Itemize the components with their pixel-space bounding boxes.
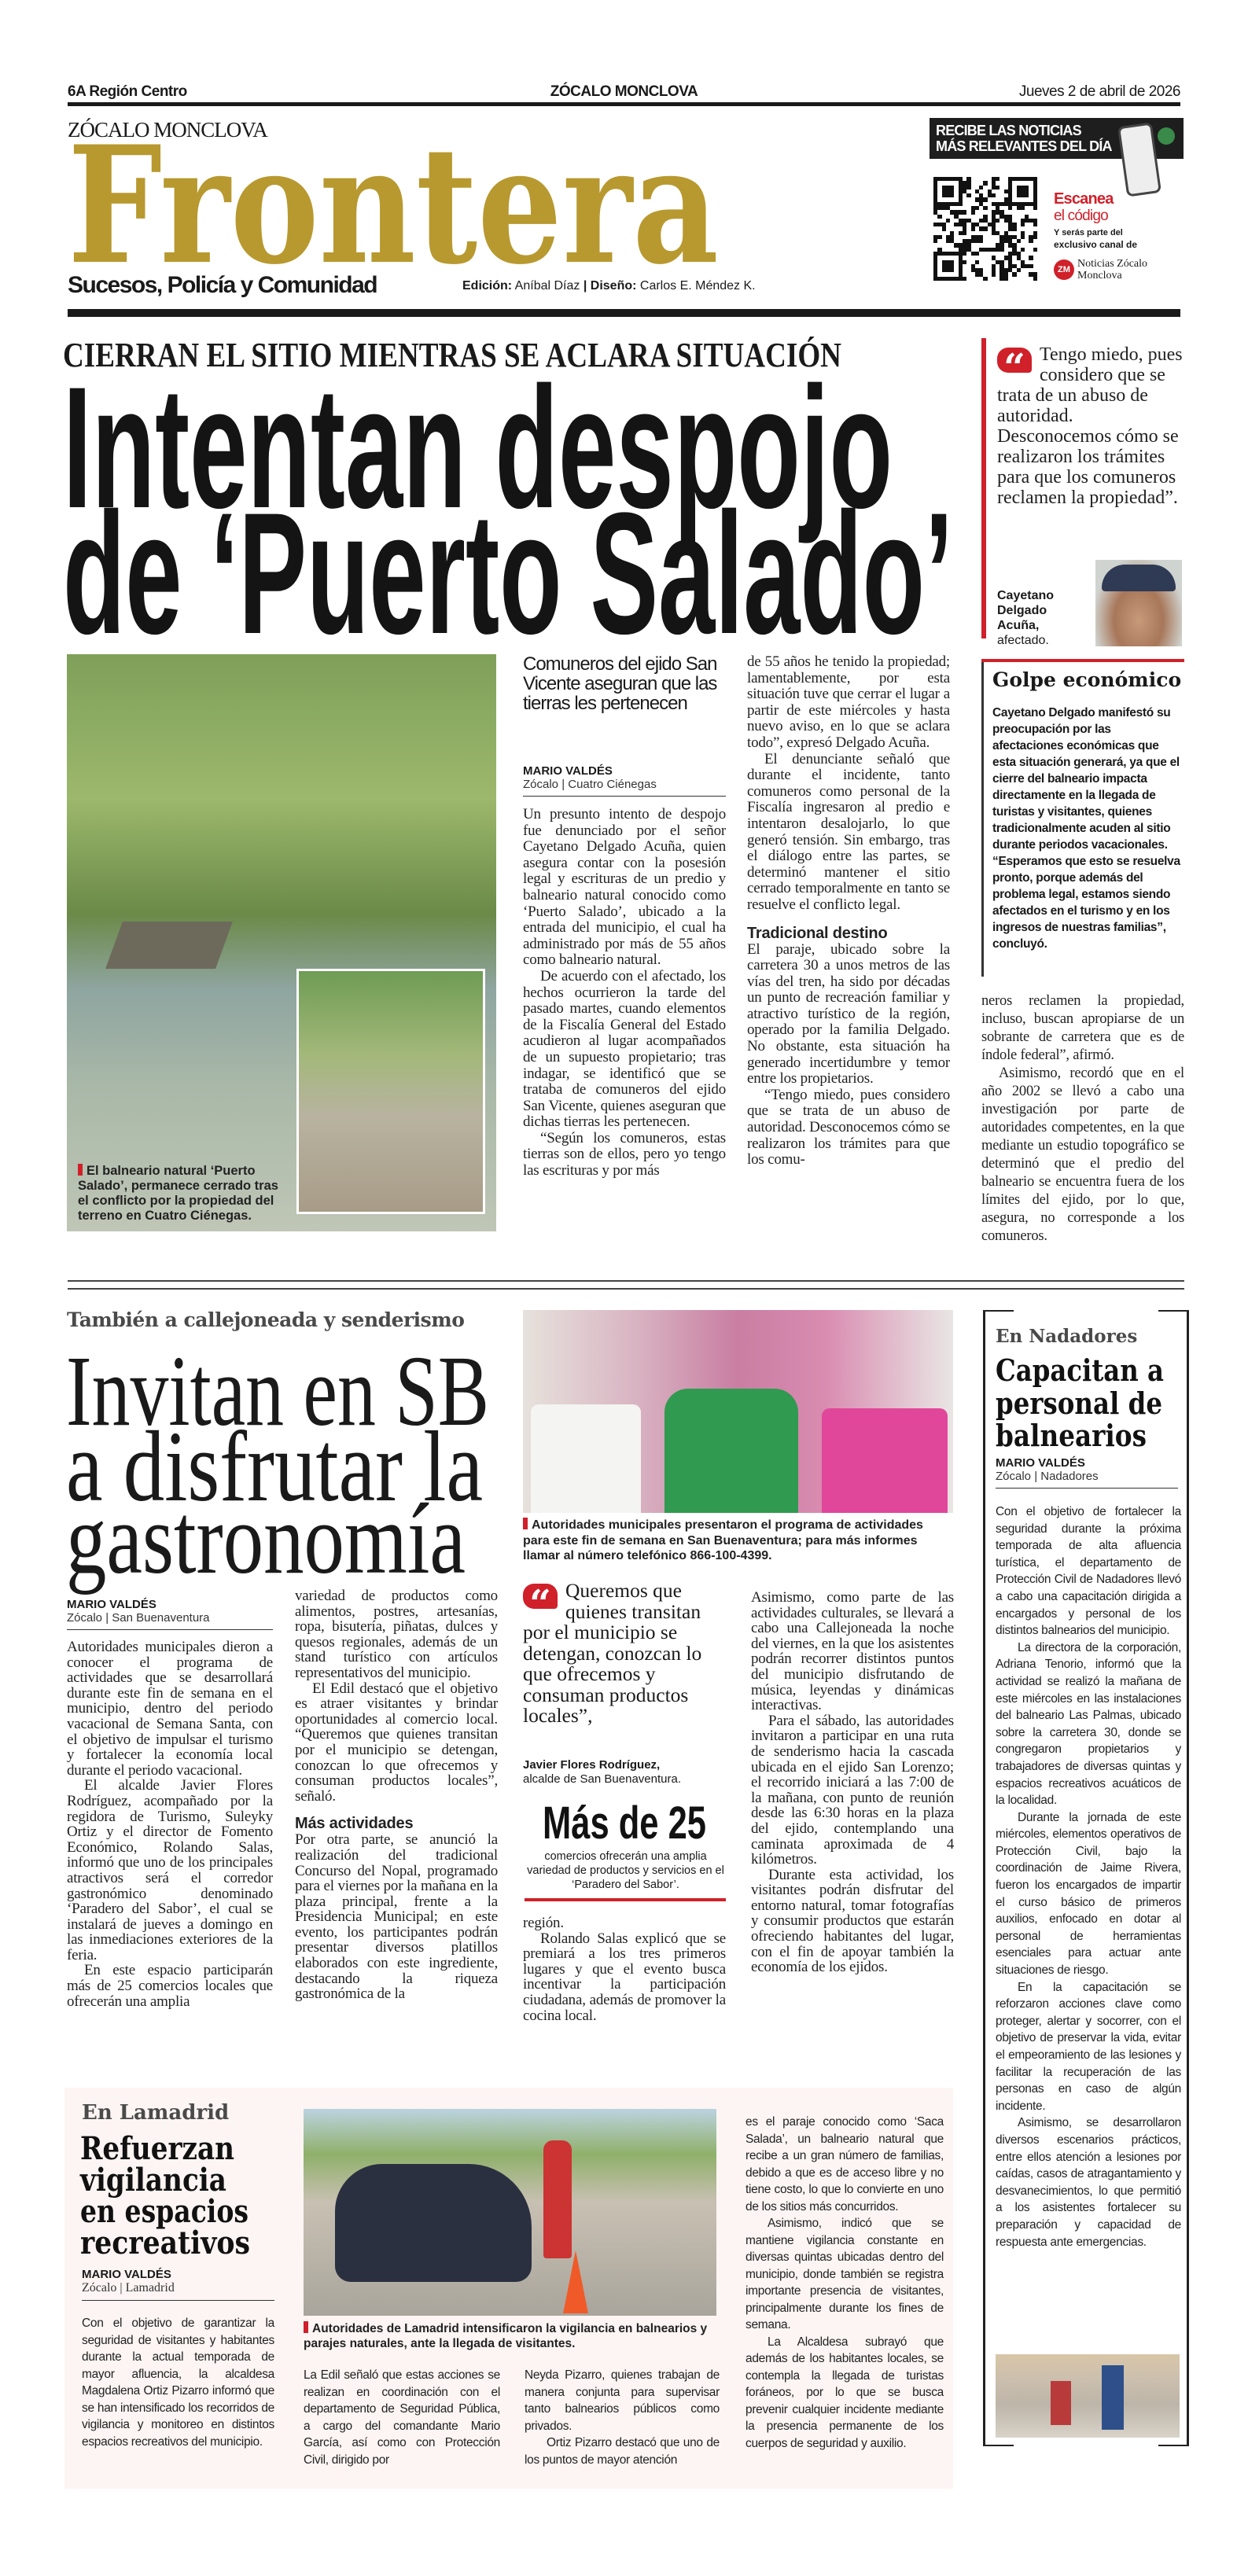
paragraph: El denunciante señaló que durante el incidente, tanto comuneros como personal de la Fiscalía ingresaron al predio e intentaron desalojarlo, lo que generó tensión. Sin embargo, tras el diálogo entre las partes, se determinó mantener el sitio cerrado temporalmente en tanto se resuelve el conflicto legal. bbox=[747, 750, 950, 913]
lead-byline bbox=[523, 764, 726, 797]
dateline: Zócalo | Lamadrid bbox=[82, 2281, 274, 2301]
whatsapp-channel-ad[interactable] bbox=[930, 118, 1184, 293]
pink-shirt bbox=[822, 1408, 948, 1513]
lead-photo-balneario bbox=[67, 654, 496, 1231]
sb-stat-value bbox=[543, 1796, 708, 1845]
quote-attribution bbox=[997, 588, 1092, 648]
officer bbox=[543, 2140, 572, 2258]
lead-column-3 bbox=[981, 992, 1184, 1246]
svg-text:Invitan en SB: Invitan en SB bbox=[66, 1337, 489, 1447]
paragraph: “Según los comuneros, estas tierras son de ellos, pero yo tengo las escrituras y por más bbox=[523, 1129, 726, 1179]
corner-tick bbox=[1158, 2445, 1187, 2446]
dateline: Zócalo | Nadadores bbox=[996, 1470, 1178, 1489]
lead-kicker bbox=[63, 335, 849, 374]
sb-byline bbox=[67, 1598, 273, 1630]
sb-column-1 bbox=[67, 1639, 273, 2009]
lead-headline-line-2 bbox=[60, 503, 964, 653]
ad-line-2: MÁS RELEVANTES DEL DÍA bbox=[936, 138, 1112, 154]
nadadores-byline bbox=[996, 1456, 1178, 1489]
nadadores-headline bbox=[994, 1351, 1180, 1455]
ad-brand-2: Monclova bbox=[1077, 270, 1122, 282]
paragraph: Asimismo, recordó que en el año 2002 se llevó a cabo una investigación por parte de autoridades competentes, en la que mediante un estudio topográfico se determinó que el predio del balneario se encuentra fuera de los límites del ejido, por lo que, asegura, no corresponde a los comuneros. bbox=[981, 1065, 1184, 1244]
section-divider-top bbox=[68, 1280, 1184, 1282]
paragraph: La Alcaldesa subrayó que además de los habitantes locales, se contempla la llegada de turistas foráneos, por lo que se busca prevenir cualquier incidente mediante la presencia permanente de los cuerpos de seguridad y auxilio. bbox=[745, 2335, 944, 2450]
box-top-rule bbox=[981, 659, 1184, 662]
svg-text:Frontera: Frontera bbox=[68, 132, 719, 270]
white-shirt bbox=[531, 1404, 641, 1513]
lead-subhead: Comuneros del ejido San Vicente aseguran que las tierras les pertenecen bbox=[523, 653, 717, 714]
quote-portrait-photo bbox=[1095, 560, 1182, 646]
masthead-brand: ZÓCALO MONCLOVA bbox=[68, 118, 267, 142]
sb-quote-attribution bbox=[523, 1758, 726, 1787]
paragraph: El Edil destacó que el objetivo es atraer visitantes y brindar oportunidades al comercio local. “Queremos que quienes transitan por el municipio se detengan, conozcan lo que ofrecemos y consuman productos locales”, señaló. bbox=[295, 1680, 498, 1805]
paragraph: La Edil señaló que estas acciones se realizan en coordinación con el departamento de Seguridad Pública, a cargo del comandante Mario García, así como con Protección Civil, dirigido por bbox=[304, 2368, 500, 2467]
traffic-cone bbox=[563, 2250, 588, 2313]
paragraph: Un presunto intento de despojo fue denunciado por el señor Cayetano Delgado Acuña, quien asegura contar con la posesión legal y escrituras de un predio y balneario natural conocido como ‘Puerto Salado’, ubicado a la entrada del municipio, el cual ha administrado por más de 55 años como balneario natural. bbox=[523, 806, 726, 969]
car bbox=[335, 2164, 532, 2282]
paragraph: Neyda Pizarro, quienes trabajan de manera conjunta para supervisar tanto balnearios públicos como privados. bbox=[525, 2368, 720, 2433]
masthead-title bbox=[63, 132, 727, 270]
page-date: Jueves 2 de abril de 2026 bbox=[1018, 83, 1180, 100]
sb-column-3 bbox=[523, 1915, 726, 2023]
ad-brand bbox=[1077, 258, 1147, 282]
pull-quote-text: Tengo miedo, pues considero que se trata de un abuso de autoridad. Desconocemos cómo se realizaron los trámites para que los comuneros reclamen la propiedad”. bbox=[997, 344, 1183, 508]
ad-code: el código bbox=[1054, 208, 1108, 224]
quote-name: Javier Flores Rodríguez, bbox=[523, 1758, 661, 1772]
paragraph: neros reclamen la propiedad, incluso, buscan apropiarse de un sobrante de carretera que es de índole federal”, afirmó. bbox=[981, 993, 1184, 1063]
lamadrid-column-2 bbox=[304, 2367, 500, 2468]
sb-photo-officials bbox=[523, 1310, 953, 1513]
caption-marker bbox=[304, 2321, 308, 2333]
paragraph: Autoridades municipales dieron a conocer el programa de actividades que se desarrollará durante este fin de semana en el municipio, dentro del periodo vacacional de Semana Santa, con el objetivo de impulsar el turismo y fortalecer la economía local durante el periodo vacacional. bbox=[67, 1639, 273, 1779]
paragraph: Ortiz Pizarro destacó que uno de los puntos de mayor atención bbox=[525, 2436, 720, 2467]
design-label: | Diseño: bbox=[583, 279, 637, 293]
paragraph: Por otra parte, se anunció la realización del tradicional Concurso del Nopal, programado para el viernes por la mañana en la plaza principal, frente a la Presidencia Municipal; en este evento, los participantes podrán presentar diversos platillos elaborados con este ingrediente, destacando la riqueza gastronómica de la bbox=[295, 1831, 498, 2003]
dateline: Zócalo | Cuatro Ciénegas bbox=[523, 778, 726, 797]
paragraph: Rolando Salas explicó que se premiará a los tres primeros lugares y que el evento busca incentivar la participación ciudadana, además de promover la cocina local. bbox=[523, 1930, 726, 2024]
photo-structure bbox=[105, 922, 233, 969]
nadadores-body bbox=[996, 1503, 1181, 2250]
lead-photo-caption-text: El balneario natural ‘Puerto Salado’, permanece cerrado tras el conflicto por la propiedad del terreno en Cuatro Ciénegas. bbox=[78, 1164, 278, 1223]
quote-icon: “ bbox=[997, 348, 1032, 373]
svg-text:gastronomía: gastronomía bbox=[66, 1483, 466, 1595]
edition-name: Aníbal Díaz bbox=[514, 279, 580, 293]
sb-kicker: También a callejoneada y senderismo bbox=[67, 1308, 465, 1331]
svg-text:vigilancia: vigilancia bbox=[79, 2162, 226, 2199]
dateline: Zócalo | San Buenaventura bbox=[67, 1611, 273, 1630]
paragraph: En este espacio participarán más de 25 comercios locales que ofrecerán una amplia bbox=[67, 1962, 273, 2010]
qr-module bbox=[1033, 277, 1037, 281]
box-title: Golpe económico bbox=[992, 668, 1182, 691]
ad-sub-2: exclusivo canal de bbox=[1054, 239, 1138, 250]
lamadrid-photo-caption bbox=[304, 2321, 716, 2351]
author-name: MARIO VALDÉS bbox=[67, 1598, 156, 1611]
qr-code[interactable] bbox=[933, 177, 1037, 281]
lamadrid-column-1 bbox=[82, 2315, 274, 2450]
nadadores-kicker: En Nadadores bbox=[996, 1326, 1138, 1347]
lamadrid-photo-checkpoint bbox=[304, 2109, 716, 2316]
lead-photo-caption bbox=[78, 1164, 286, 1224]
author-name: MARIO VALDÉS bbox=[82, 2268, 171, 2281]
corner-tick bbox=[985, 1310, 1014, 1312]
cap bbox=[1102, 565, 1176, 591]
paragraph: De acuerdo con el afectado, los hechos ocurrieron la tarde del pasado martes, cuando elementos de la Fiscalía General del Estado acudieron al lugar acompañados de un supuesto propietario; tras indagar, se identificó que se trataba de comuneros del ejido San Vicente, quienes aseguran que dichas tierras les pertenecen. bbox=[523, 967, 726, 1131]
box-left-rule bbox=[981, 662, 984, 977]
lamadrid-column-4 bbox=[745, 2114, 944, 2452]
paragraph: Durante la jornada de este miércoles, elementos operativos de Protección Civil, bajo la coordinación de Jaime Rivera, fueron los encargados de impartir el curso básico de primeros auxilios, enfocado en dotar al personal de herramientas esenciales para actuar ante situaciones de riesgo. bbox=[996, 1810, 1181, 1978]
lead-inset-photo-visitors bbox=[296, 969, 485, 1214]
paragraph: El alcalde Javier Flores Rodríguez, acompañado por la regidora de Turismo, Suleyky Ortiz y el director de Fomento Económico, Rolando Salas, informó que uno de los principales atractivos será el corredor gastronómico denominado ‘Paradero del Sabor’, el cual se instalará de jueves a domingo en las inmediaciones exteriores de la feria. bbox=[67, 1777, 273, 1963]
svg-text:recreativos: recreativos bbox=[80, 2225, 250, 2261]
lamadrid-kicker: En Lamadrid bbox=[82, 2101, 230, 2125]
paragraph: variedad de productos como alimentos, postres, artesanías, ropa, bisutería, piñatas, dulces y quesos regionales, además de un stand turístico con artículos representativos del municipio. bbox=[295, 1588, 498, 1681]
corner-tick bbox=[1158, 1310, 1187, 1312]
section-subhead: Más actividades bbox=[295, 1815, 414, 1833]
page-section: 6A Región Centro bbox=[68, 83, 187, 100]
lamadrid-column-3 bbox=[525, 2367, 720, 2468]
whatsapp-icon bbox=[1158, 127, 1175, 145]
quote-icon: “ bbox=[523, 1584, 558, 1609]
ad-sub-1: Y serás parte del bbox=[1054, 228, 1123, 237]
paragraph: Asimismo, indicó que se mantiene vigilancia constante en diversas quintas ubicadas dentro del municipio, donde también se registra importante presencia de visitantes, principalmente durante los fines de semana. bbox=[745, 2217, 944, 2331]
svg-text:Más de 25: Más de 25 bbox=[543, 1798, 706, 1845]
zm-logo: ZM bbox=[1054, 259, 1074, 280]
ad-line-1: RECIBE LAS NOTICIAS bbox=[936, 123, 1081, 138]
section-subhead: Tradicional destino bbox=[747, 924, 888, 942]
stat-rule bbox=[525, 1898, 726, 1901]
lead-column-2 bbox=[747, 654, 950, 1168]
quote-role: afectado. bbox=[997, 634, 1049, 647]
lamadrid-headline bbox=[79, 2131, 267, 2266]
svg-text:personal de: personal de bbox=[996, 1386, 1162, 1421]
paragraph: La directora de la corporación, Adriana Tenorio, informó que la actividad se realizó la mañana de este miércoles en las instalaciones del balneario Las Palmas, ubicado sobre la carretera 30, donde se congregaron propietarios y trabajadores de diversas quintas y espacios recreativos acuáticos de la localidad. bbox=[996, 1640, 1181, 1808]
svg-text:de ‘Puerto Salado’: de ‘Puerto Salado’ bbox=[63, 503, 953, 653]
paragraph: Durante esta actividad, los visitantes podrán disfrutar del entorno natural, tomar fotografías y consumir productos que estarán ofreciendo habitantes del lugar, con el fin de apoyar también la economía de los ejidos. bbox=[751, 1866, 954, 1976]
person bbox=[1102, 2365, 1124, 2430]
edition-label: Edición: bbox=[462, 279, 513, 293]
svg-text:a disfrutar la: a disfrutar la bbox=[66, 1411, 483, 1522]
svg-text:Refuerzan: Refuerzan bbox=[80, 2131, 234, 2167]
paper-name-text: ZÓCALO MONCLOVA bbox=[550, 83, 698, 100]
nadadores-photo-training bbox=[996, 2354, 1180, 2438]
sb-photo-caption-text: Autoridades municipales presentaron el programa de actividades para este fin de semana en San Buenaventura; para más informes llamar al número telefónico 866-100-4399. bbox=[523, 1518, 923, 1562]
masthead-tagline: Sucesos, Policía y Comunidad bbox=[68, 272, 377, 298]
paragraph: Asimismo, se desarrollaron diversos escenarios prácticos, entre ellos atención a lesiones por caídas, casos de atragantamiento y desvanecimientos, lo que permitió a los asistentes fortalecer su preparación y capacidad de respuesta ante emergencias. bbox=[996, 2116, 1181, 2249]
sb-stat-text: comercios ofrecerán una amplia variedad de productos y servicios en el ‘Paradero del Sabor’. bbox=[527, 1850, 724, 1891]
quote-role: alcalde de San Buenaventura. bbox=[523, 1772, 681, 1786]
paragraph: Asimismo, como parte de las actividades culturales, se llevará a cabo una Callejoneada la noche del viernes, en la que los asistentes podrán recorrer distintos puntos del municipio disfrutando de música, leyendas y dinámicas interactivas. bbox=[751, 1589, 954, 1714]
paragraph: es el paraje conocido como ‘Saca Salada’, un balneario natural que recibe a un gran número de familias, debido a que es de acceso libre y no tiene costo, lo que lo convierte en uno de los sitios más concurridos. bbox=[745, 2115, 944, 2214]
person bbox=[1051, 2381, 1071, 2425]
lamadrid-byline bbox=[82, 2268, 274, 2301]
section-divider-bottom bbox=[68, 1288, 1184, 1290]
sb-photo-caption bbox=[523, 1518, 953, 1564]
ad-brand-1: Noticias Zócalo bbox=[1077, 258, 1148, 270]
svg-text:balnearios: balnearios bbox=[996, 1418, 1147, 1453]
paragraph: Con el objetivo de garantizar la seguridad de visitantes y habitantes durante la actual temporada de mayor afluencia, la alcaldesa Magdalena Ortiz Pizarro informó que se han intensificado los recorridos de vigilancia y monitoreo en distintos espacios recreativos del municipio. bbox=[82, 2317, 274, 2449]
sb-column-4 bbox=[751, 1590, 954, 1975]
paragraph: El paraje, ubicado sobre la carretera 30 a unos metros de las vías del tren, ha sido por décadas un punto de recreación familiar y atractivo turístico de la región, operado por la familia Delgado. No obstante, esta situación ha generado incertidumbre y temor entre los propietarios. bbox=[747, 940, 950, 1087]
lamadrid-photo-caption-text: Autoridades de Lamadrid intensificaron la vigilancia en balnearios y parajes naturales, ante la llegada de visitantes. bbox=[304, 2322, 708, 2350]
quote-name: Cayetano Delgado Acuña, bbox=[997, 589, 1055, 632]
quote-bar bbox=[981, 338, 986, 638]
caption-marker bbox=[523, 1518, 528, 1529]
ad-scan: Escanea bbox=[1054, 190, 1114, 208]
sb-pull-quote bbox=[523, 1581, 726, 1727]
author-name: MARIO VALDÉS bbox=[523, 764, 613, 778]
svg-text:en espacios: en espacios bbox=[80, 2193, 248, 2230]
paragraph: región. bbox=[523, 1915, 564, 1931]
masthead-rule bbox=[68, 309, 1180, 317]
svg-text:CIERRAN EL SITIO MIENTRAS SE A: CIERRAN EL SITIO MIENTRAS SE ACLARA SITUACIÓN bbox=[63, 336, 842, 374]
author-name: MARIO VALDÉS bbox=[996, 1456, 1085, 1470]
caption-marker bbox=[78, 1164, 83, 1176]
paragraph: En la capacitación se reforzaron acciones clave como proteger, alertar y socorrer, con el objetivo de preservar la vida, evitar el empeoramiento de las lesiones y facilitar la recuperación de las personas en caso de algún incidente. bbox=[996, 1980, 1181, 2113]
pull-quote-text: Queremos que quienes transitan por el municipio se detengan, conozcan lo que ofrecemos y consuman productos locales”, bbox=[523, 1579, 702, 1727]
paragraph: Con el objetivo de fortalecer la seguridad durante la próxima temporada de alta afluencia turística, el departamento de Protección Civil de Nadadores llevó a cabo una capacitación dirigida a encargados y personal de los distintos balnearios del municipio. bbox=[996, 1505, 1181, 1638]
svg-text:Intentan despojo: Intentan despojo bbox=[63, 370, 893, 544]
folio-rule bbox=[68, 102, 1180, 106]
paragraph: “Tengo miedo, pues considero que se trata de un abuso de autoridad. Desconocemos cómo se realizaron los trámites para que los comu- bbox=[747, 1086, 950, 1168]
box-text: Cayetano Delgado manifestó su preocupación por las afectaciones económicas que esta situación generará, ya que el cierre del balneario impacta directamente en la llegada de turistas y visitantes, quienes tradicionalmente acuden al sitio durante periodos vacacionales. “Esperamos que esto se resuelva pronto, porque además del problema legal, estamos siendo afectados en el turismo y en los ingresos de nuestras familias”, concluyó. bbox=[992, 706, 1180, 951]
design-name: Carlos E. Méndez K. bbox=[639, 279, 756, 293]
green-shirt bbox=[664, 1389, 798, 1513]
credits bbox=[462, 279, 756, 293]
paragraph: Para el sábado, las autoridades invitaron a participar en una ruta de senderismo hacia la cascada ubicada en el ejido San Lorenzo; el recorrido iniciará a las 7:00 de la mañana, con punto de reunión desde las 6:30 horas en la plaza del ejido, contemplando una caminata aproximada de 4 kilómetros. bbox=[751, 1712, 954, 1868]
lead-pull-quote bbox=[997, 344, 1186, 508]
lead-column-1 bbox=[523, 807, 726, 1179]
sb-column-2 bbox=[295, 1588, 498, 2002]
paragraph: de 55 años he tenido la propiedad; lamentablemente, por esta situación tuve que cerrar el lugar a partir de este miércoles y hasta nuevo aviso, en lo que se aclara todo”, expresó Delgado Acuña. bbox=[747, 653, 950, 751]
sb-headline bbox=[61, 1337, 502, 1596]
svg-text:Capacitan a: Capacitan a bbox=[996, 1352, 1164, 1388]
corner-tick bbox=[985, 2445, 1014, 2446]
